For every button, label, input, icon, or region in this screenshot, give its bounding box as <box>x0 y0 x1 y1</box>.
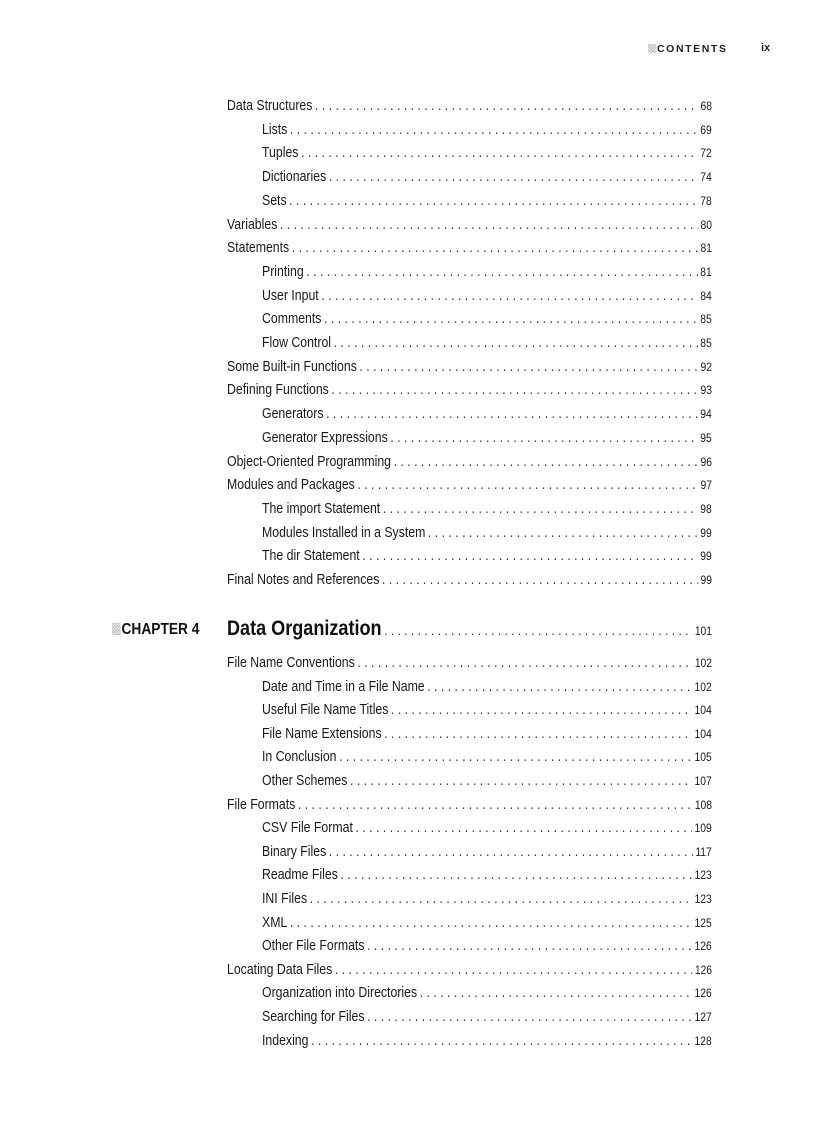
toc-entry-page-number: 128 <box>694 1033 712 1048</box>
toc-entry[interactable] <box>227 98 712 121</box>
toc-entry-title: The import Statement <box>262 500 381 517</box>
toc-entry-title: Tuples <box>262 145 299 162</box>
toc-entry[interactable] <box>262 1009 712 1032</box>
toc-entry[interactable] <box>262 525 712 548</box>
toc-entry-page-number: 98 <box>700 501 712 516</box>
dot-leader <box>329 169 698 185</box>
toc-entry-title: XML <box>262 914 288 931</box>
toc-entry-title: Date and Time in a File Name <box>262 678 425 695</box>
dot-leader <box>339 749 692 765</box>
dot-leader <box>306 264 697 280</box>
toc-entry[interactable] <box>262 867 712 890</box>
dot-leader <box>350 773 692 789</box>
toc-entry[interactable] <box>227 655 712 678</box>
dot-leader <box>329 844 693 860</box>
toc-entry[interactable] <box>262 501 712 524</box>
toc-entry-page-number: 105 <box>694 750 712 765</box>
toc-entry-page-number: 125 <box>694 915 712 930</box>
toc-entry-page-number: 126 <box>694 986 712 1001</box>
toc-entry[interactable] <box>262 702 712 725</box>
dot-leader <box>391 702 692 718</box>
toc-entry-page-number: 81 <box>700 241 713 256</box>
chapter-label: CHAPTER 4 <box>112 621 199 639</box>
dot-leader <box>357 655 692 671</box>
toc-entry-page-number: 68 <box>700 99 713 113</box>
toc-entry-title: CSV File Format <box>262 820 353 837</box>
toc-entry-page-number: 123 <box>694 868 712 883</box>
toc-entry-page-number: 95 <box>700 430 712 445</box>
toc-entry-page-number: 72 <box>700 146 712 161</box>
toc-entry-page-number: 123 <box>694 892 712 906</box>
toc-entry-title: Other Schemes <box>262 773 348 789</box>
toc-entry[interactable] <box>262 311 712 334</box>
dot-leader <box>292 240 698 256</box>
toc-entry[interactable] <box>262 548 712 571</box>
dot-leader <box>340 867 692 883</box>
dot-leader <box>394 454 698 470</box>
dot-leader <box>324 311 698 327</box>
toc-entry-page-number: 126 <box>694 939 712 954</box>
toc-entry[interactable] <box>262 193 712 216</box>
toc-entry[interactable] <box>262 679 712 702</box>
toc-entry[interactable] <box>227 454 712 477</box>
toc-entry[interactable] <box>262 1033 712 1056</box>
dot-leader <box>315 98 698 114</box>
toc-entry[interactable] <box>227 797 712 820</box>
dot-leader <box>290 915 692 931</box>
dot-leader <box>301 145 698 161</box>
toc-entry-title: Other File Formats <box>262 938 365 955</box>
toc-entry[interactable] <box>262 264 712 287</box>
toc-entry-page-number: 99 <box>700 549 712 564</box>
toc-entry-title: Comments <box>262 311 322 328</box>
toc-entry-page-number: 94 <box>700 407 712 422</box>
toc-entry-title: Modules and Packages <box>227 477 355 494</box>
toc-entry-title: Indexing <box>262 1032 309 1049</box>
dot-leader <box>362 548 697 564</box>
toc-entry[interactable] <box>262 938 712 961</box>
dot-leader <box>335 962 692 978</box>
toc-entry-title: In Conclusion <box>262 749 337 766</box>
dot-leader <box>290 122 698 138</box>
toc-entry-title: File Name Conventions <box>227 655 355 671</box>
toc-entry[interactable] <box>262 145 712 168</box>
toc-entry[interactable] <box>262 169 712 192</box>
toc-entry[interactable] <box>262 430 712 453</box>
dot-leader <box>331 382 698 398</box>
toc-entry-title: Organization into Directories <box>262 985 418 1002</box>
toc-entry-title: Searching for Files <box>262 1009 365 1025</box>
dot-leader <box>311 1033 692 1049</box>
toc-entry[interactable] <box>262 335 712 358</box>
toc-entry[interactable] <box>262 122 712 145</box>
dot-leader <box>289 193 698 209</box>
toc-entry[interactable] <box>227 359 712 382</box>
toc-entry-page-number: 109 <box>694 821 712 836</box>
toc-entry-page-number: 85 <box>700 312 712 327</box>
toc-entry[interactable] <box>262 288 712 311</box>
toc-entry-title: Defining Functions <box>227 382 329 399</box>
toc-entry[interactable] <box>262 915 712 938</box>
toc-entry-page-number: 81 <box>700 264 712 279</box>
dot-leader <box>334 335 698 351</box>
dot-leader <box>321 288 697 304</box>
toc-entry-title: Binary Files <box>262 843 327 860</box>
toc-entry[interactable] <box>262 820 712 843</box>
dot-leader <box>382 572 698 588</box>
toc-entry-title: Final Notes and References <box>227 572 380 588</box>
toc-entry-page-number: 104 <box>694 726 712 741</box>
toc-entry-title: Modules Installed in a System <box>262 524 426 541</box>
dot-leader <box>359 359 698 375</box>
toc-entry-title: Flow Control <box>262 335 332 351</box>
toc-entry-page-number: 107 <box>694 774 712 788</box>
chapter-page-number: 101 <box>694 624 713 638</box>
toc-entry-page-number: 84 <box>700 288 712 303</box>
toc-entry-page-number: 85 <box>700 336 712 350</box>
toc-entry-title: Some Built-in Functions <box>227 358 357 375</box>
dot-leader <box>355 820 692 836</box>
toc-entry-page-number: 92 <box>700 359 713 374</box>
toc-entry-page-number: 117 <box>695 844 712 859</box>
dot-leader <box>384 726 692 742</box>
dot-leader <box>383 501 698 517</box>
running-head <box>0 43 816 59</box>
toc-entry-page-number: 69 <box>700 122 712 137</box>
dot-leader <box>384 622 692 638</box>
toc-entry[interactable] <box>227 572 712 595</box>
toc-entry-title: Lists <box>262 121 288 138</box>
toc-entry-title: INI Files <box>262 891 308 907</box>
toc-entry-title: Sets <box>262 192 287 209</box>
toc-entry[interactable] <box>262 749 712 772</box>
toc-entry-page-number: 97 <box>700 478 713 493</box>
toc-entry-title: Printing <box>262 263 304 280</box>
toc-entry-title: Dictionaries <box>262 169 327 186</box>
dot-leader <box>280 217 698 233</box>
toc-entry-title: Variables <box>227 216 278 233</box>
toc-entry-page-number: 102 <box>694 679 712 694</box>
toc-entry-page-number: 99 <box>700 573 713 587</box>
toc-entry[interactable] <box>262 844 712 867</box>
dot-leader <box>420 985 692 1001</box>
toc-entry-title: File Formats <box>227 796 296 813</box>
toc-entry-page-number: 80 <box>700 217 713 232</box>
dot-leader <box>310 891 692 907</box>
toc-entry-page-number: 102 <box>694 656 713 670</box>
dot-leader <box>357 477 698 493</box>
toc-entry-title: Object-Oriented Programming <box>227 453 392 470</box>
dot-leader <box>428 525 698 541</box>
toc-entry-title: Data Structures <box>227 98 313 114</box>
toc-entry[interactable] <box>227 240 712 263</box>
toc-entry-title: Generator Expressions <box>262 429 388 446</box>
toc-entry-title: Locating Data Files <box>227 961 333 978</box>
toc-entry-title: The dir Statement <box>262 548 360 565</box>
dot-leader <box>367 1009 692 1025</box>
dot-leader <box>298 797 692 813</box>
dot-leader <box>326 406 698 422</box>
toc-entry[interactable] <box>227 477 712 500</box>
dot-leader <box>367 938 692 954</box>
running-head-page-number: ix <box>761 42 771 54</box>
toc-entry-page-number: 78 <box>700 193 712 208</box>
dot-leader <box>427 679 692 695</box>
toc-entry[interactable] <box>227 962 712 985</box>
toc-entry[interactable] <box>262 773 712 796</box>
toc-entry-page-number: 96 <box>700 454 713 469</box>
toc-entry-title: File Name Extensions <box>262 725 382 742</box>
chapter-heading[interactable] <box>227 617 712 645</box>
toc-entry[interactable] <box>262 726 712 749</box>
toc-entry-page-number: 99 <box>700 525 712 540</box>
toc-entry-title: User Input <box>262 287 319 304</box>
toc-entry-title: Useful File Name Titles <box>262 702 389 719</box>
toc-entry-page-number: 127 <box>694 1010 712 1024</box>
toc-entry[interactable] <box>227 382 712 405</box>
dot-leader <box>390 430 697 446</box>
toc-entry[interactable] <box>262 406 712 429</box>
toc-entry-page-number: 104 <box>694 703 712 718</box>
toc-entry-page-number: 93 <box>700 383 713 398</box>
toc-entry-page-number: 108 <box>694 797 713 812</box>
toc-entry[interactable] <box>227 217 712 240</box>
running-head-section: CONTENTS <box>648 43 728 55</box>
toc-entry-title: Generators <box>262 406 324 423</box>
toc-entry-page-number: 126 <box>694 962 713 977</box>
chapter-title: Data Organization <box>227 617 382 640</box>
toc-entry-title: Readme Files <box>262 867 338 884</box>
toc-entry-page-number: 74 <box>700 170 712 185</box>
toc-entry-title: Statements <box>227 240 290 257</box>
toc-entry[interactable] <box>262 891 712 914</box>
toc-entry[interactable] <box>262 985 712 1008</box>
